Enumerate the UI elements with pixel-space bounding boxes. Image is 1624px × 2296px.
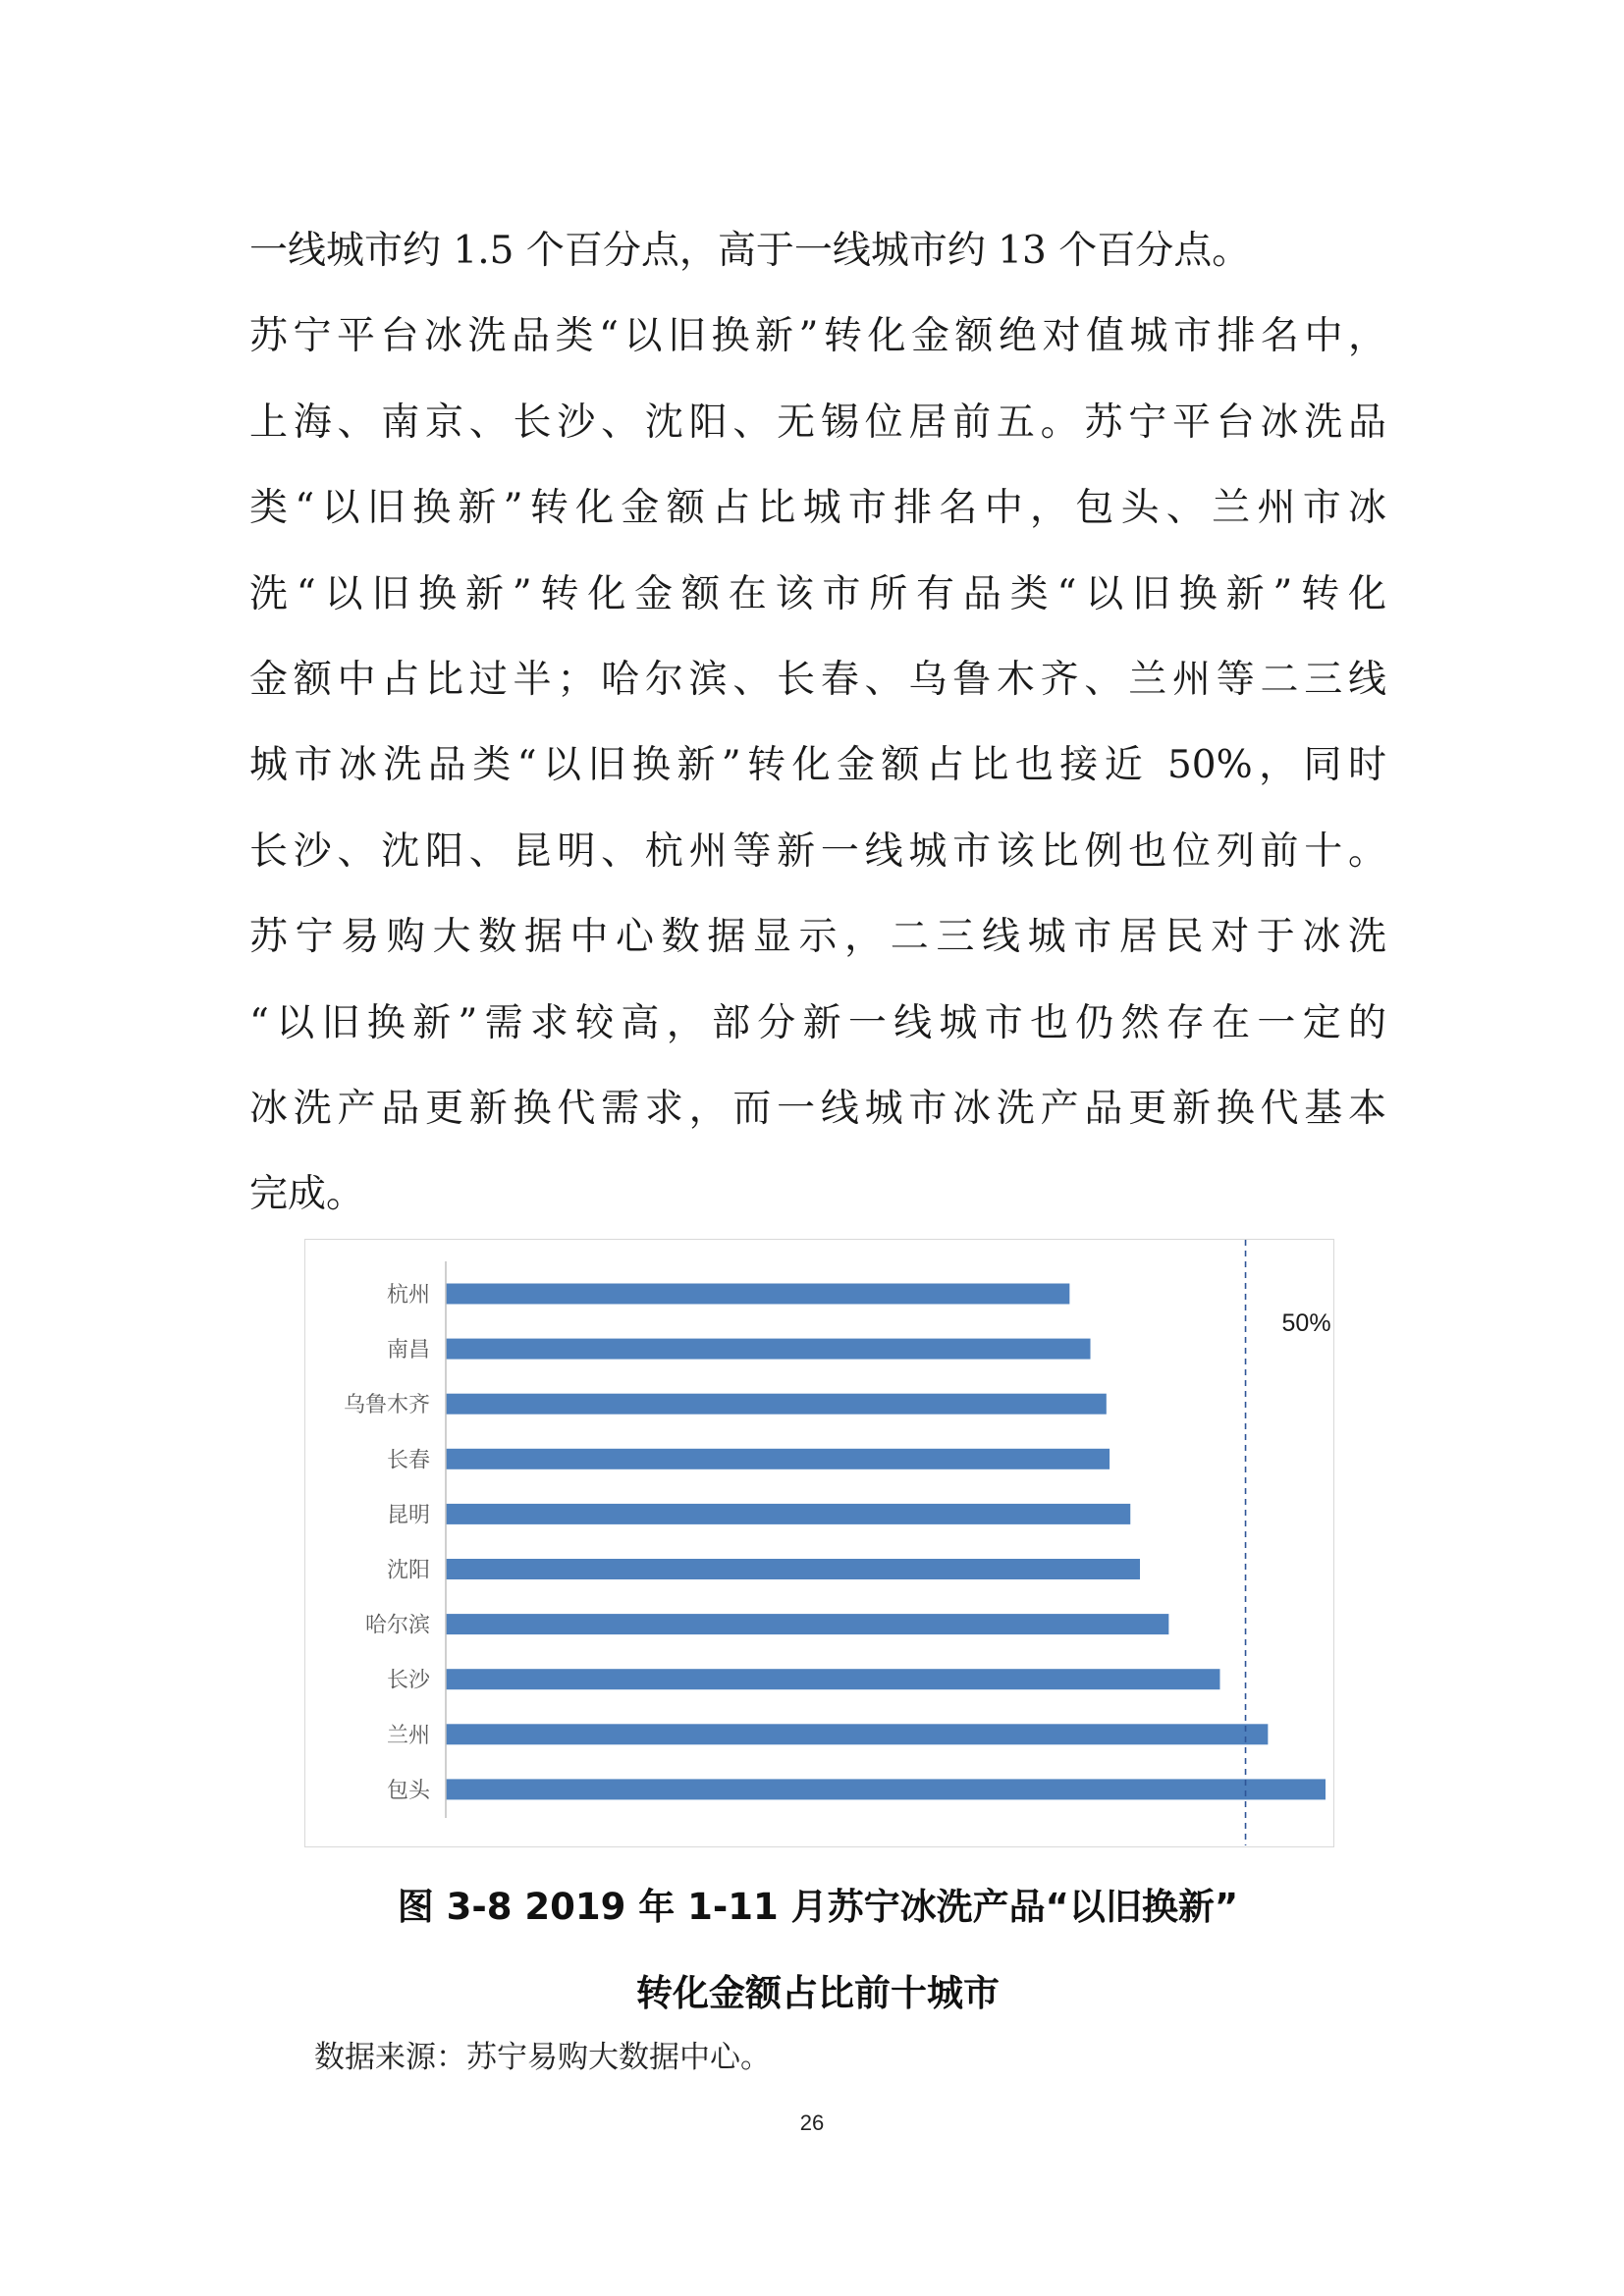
bar (446, 1339, 1091, 1360)
category-label: 长春 (386, 1448, 430, 1473)
bar (446, 1614, 1168, 1634)
figure-caption-line2: 转化金额占比前十城市 (636, 1972, 1000, 2014)
bar (446, 1779, 1326, 1799)
paragraph-line: 洗“以旧换新”转化金额在该市所有品类“以旧换新”转化 (249, 571, 1386, 616)
paragraph-line: 上海、南京、长沙、沈阳、无锡位居前五。苏宁平台冰洗品 (249, 400, 1386, 445)
category-label: 哈尔滨 (364, 1613, 430, 1638)
paragraph-line: 城市冰洗品类“以旧换新”转化金额占比也接近 50%，同时 (249, 743, 1386, 788)
bar (446, 1284, 1069, 1305)
category-label: 长沙 (386, 1668, 430, 1693)
paragraph-line: 苏宁平台冰洗品类“以旧换新”转化金额绝对值城市排名中， (249, 314, 1386, 359)
category-label: 杭州 (386, 1283, 430, 1308)
data-source-note: 数据来源：苏宁易购大数据中心。 (314, 2040, 771, 2075)
bar (446, 1724, 1268, 1744)
paragraph-line: 苏宁易购大数据中心数据显示，二三线城市居民对于冰洗 (249, 915, 1386, 960)
category-label: 昆明 (386, 1503, 430, 1528)
reference-line-label: 50% (1281, 1309, 1331, 1337)
bar (446, 1394, 1107, 1415)
body-paragraph (249, 208, 1386, 1238)
paragraph-line: 冰洗产品更新换代需求，而一线城市冰洗产品更新换代基本 (249, 1086, 1386, 1131)
paragraph-line: 完成。 (249, 1172, 365, 1217)
category-label: 包头 (386, 1778, 430, 1803)
figure-caption-line1: 图 3-8 2019 年 1-11 月苏宁冰洗产品“以旧换新” (397, 1886, 1239, 1928)
bar-chart (304, 1239, 1334, 1847)
bar (446, 1669, 1219, 1689)
category-label: 乌鲁木齐 (343, 1393, 430, 1418)
category-label: 沈阳 (386, 1558, 430, 1583)
paragraph-line: 类“以旧换新”转化金额占比城市排名中，包头、兰州市冰 (249, 486, 1386, 531)
paragraph-line: “以旧换新”需求较高，部分新一线城市也仍然存在一定的 (249, 1000, 1386, 1045)
bar (446, 1449, 1110, 1469)
bar (446, 1559, 1140, 1579)
chart-svg (305, 1240, 1332, 1845)
page-number: 26 (799, 2110, 825, 2135)
category-label: 南昌 (386, 1338, 430, 1363)
paragraph-line: 金额中占比过半；哈尔滨、长春、乌鲁木齐、兰州等二三线 (249, 657, 1386, 702)
paragraph-line: 长沙、沈阳、昆明、杭州等新一线城市该比例也位列前十。 (249, 828, 1386, 874)
paragraph-line: 一线城市约 1.5 个百分点，高于一线城市约 13 个百分点。 (249, 229, 1251, 273)
category-label: 兰州 (386, 1723, 430, 1748)
bar (446, 1504, 1130, 1524)
